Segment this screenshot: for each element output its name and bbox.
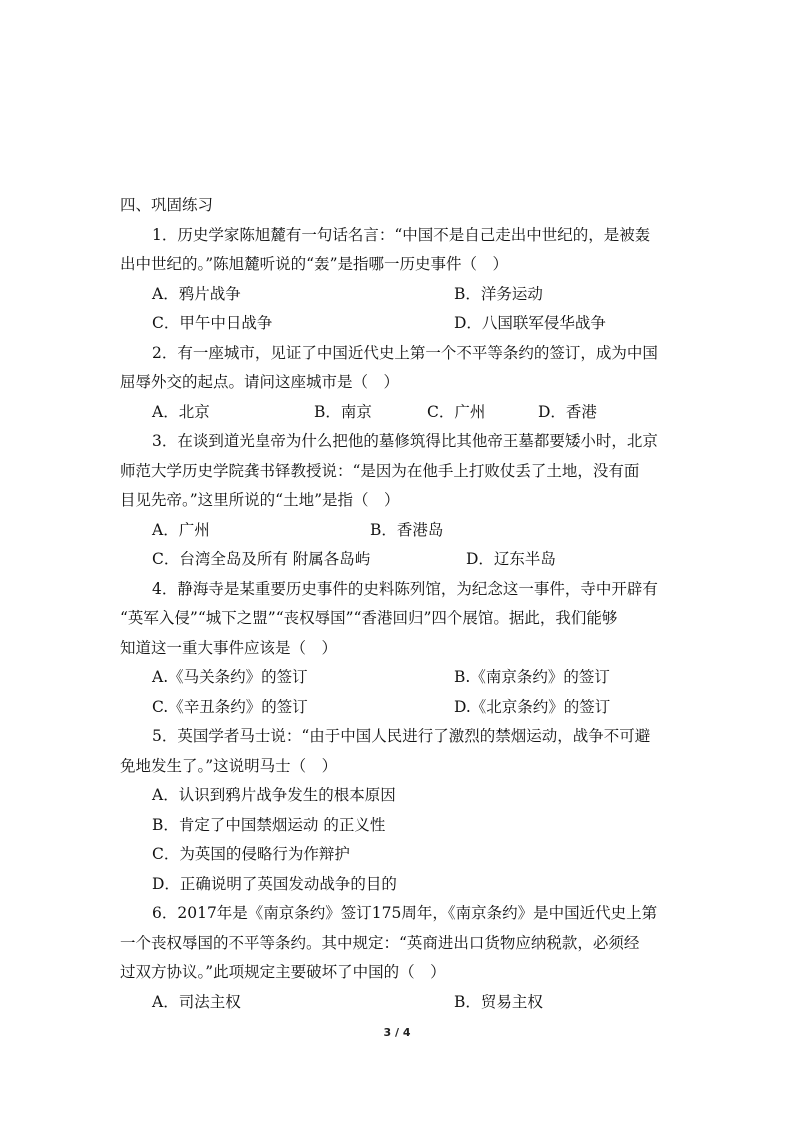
option-d: D．辽东半岛	[466, 550, 556, 568]
question-text: 3．在谈到道光皇帝为什么把他的墓修筑得比其他帝王墓都要矮小时，北京	[152, 432, 658, 450]
option-b: B．南京	[314, 402, 372, 421]
option-c: C．台湾全岛及所有 附属各岛屿	[152, 550, 371, 568]
option-row	[120, 516, 676, 546]
option-a: A．认识到鸦片战争发生的根本原因	[152, 786, 396, 804]
option-row	[120, 398, 676, 428]
option-row	[120, 280, 676, 310]
question-text: 5．英国学者马士说：“由于中国人民进行了激烈的禁烟运动，战争不可避	[152, 727, 651, 745]
option-b: B．肯定了中国禁烟运动 的正义性	[152, 815, 386, 834]
option-d: D．正确说明了英国发动战争的目的	[152, 874, 397, 893]
option-d: D.《北京条约》的签订	[454, 697, 611, 716]
question-text: 4．静海寺是某重要历史事件的史料陈列馆，为纪念这一事件，寺中开辟有	[152, 579, 658, 598]
option-c: C．甲午中日战争	[152, 314, 273, 332]
question-text: 6．2017年是《南京条约》签订175周年，《南京条约》是中国近代史上第	[152, 904, 658, 922]
question-text: 出中世纪的。”陈旭麓听说的“轰”是指哪一历史事件（ ）	[120, 255, 509, 273]
option-b: B．贸易主权	[454, 992, 543, 1011]
question-text: 过双方协议。”此项规定主要破坏了中国的（ ）	[120, 963, 446, 981]
option-row	[120, 545, 676, 575]
page-number: 3 / 4	[383, 1026, 411, 1039]
option-a: A.《马关条约》的签订	[152, 668, 308, 686]
option-d: D．香港	[538, 402, 597, 421]
option-row	[120, 693, 676, 723]
question-text: “英军入侵”“城下之盟”“丧权辱国”“香港回归”四个展馆。据此，我们能够	[120, 609, 618, 627]
option-b: B．洋务运动	[454, 284, 543, 303]
option-c: C.《辛丑条约》的签订	[152, 697, 308, 716]
option-row	[120, 309, 676, 339]
question-text: 屈辱外交的起点。请问这座城市是（ ）	[120, 373, 400, 391]
question-text: 知道这一重大事件应该是（ ）	[120, 638, 338, 657]
question-5	[120, 722, 676, 899]
question-text: 师范大学历史学院龚书铎教授说：“是因为在他手上打败仗丢了土地，没有面	[120, 461, 640, 480]
question-1	[120, 221, 676, 339]
section-title: 四、巩固练习	[120, 196, 214, 214]
option-row	[120, 988, 676, 1018]
option-c: C．为英国的侵略行为作辩护	[152, 845, 350, 863]
option-b: B.《南京条约》的签订	[454, 668, 610, 686]
question-2	[120, 339, 676, 428]
option-c: C．广州	[427, 402, 486, 421]
question-text: 1．历史学家陈旭麓有一句话名言：“中国不是自己走出中世纪的，是被轰	[152, 225, 651, 244]
option-b: B．香港岛	[370, 520, 444, 539]
question-3	[120, 427, 676, 575]
exercise-content	[120, 191, 676, 1017]
option-a: A．司法主权	[152, 992, 241, 1011]
question-6	[120, 899, 676, 1017]
question-text: 2．有一座城市，见证了中国近代史上第一个不平等条约的签订，成为中国	[152, 343, 658, 362]
question-text: 目见先帝。”这里所说的“土地”是指（ ）	[120, 491, 400, 509]
question-text: 免地发生了。”这说明马士（ ）	[120, 756, 338, 775]
question-text: 一个丧权辱国的不平等条约。其中规定：“英商进出口货物应纳税款，必须经	[120, 933, 640, 952]
option-row	[120, 663, 676, 693]
option-d: D．八国联军侵华战争	[454, 314, 606, 332]
option-a: A．鸦片战争	[152, 284, 241, 303]
question-4	[120, 575, 676, 723]
option-a: A．广州	[152, 520, 210, 539]
option-a: A．北京	[152, 402, 210, 421]
